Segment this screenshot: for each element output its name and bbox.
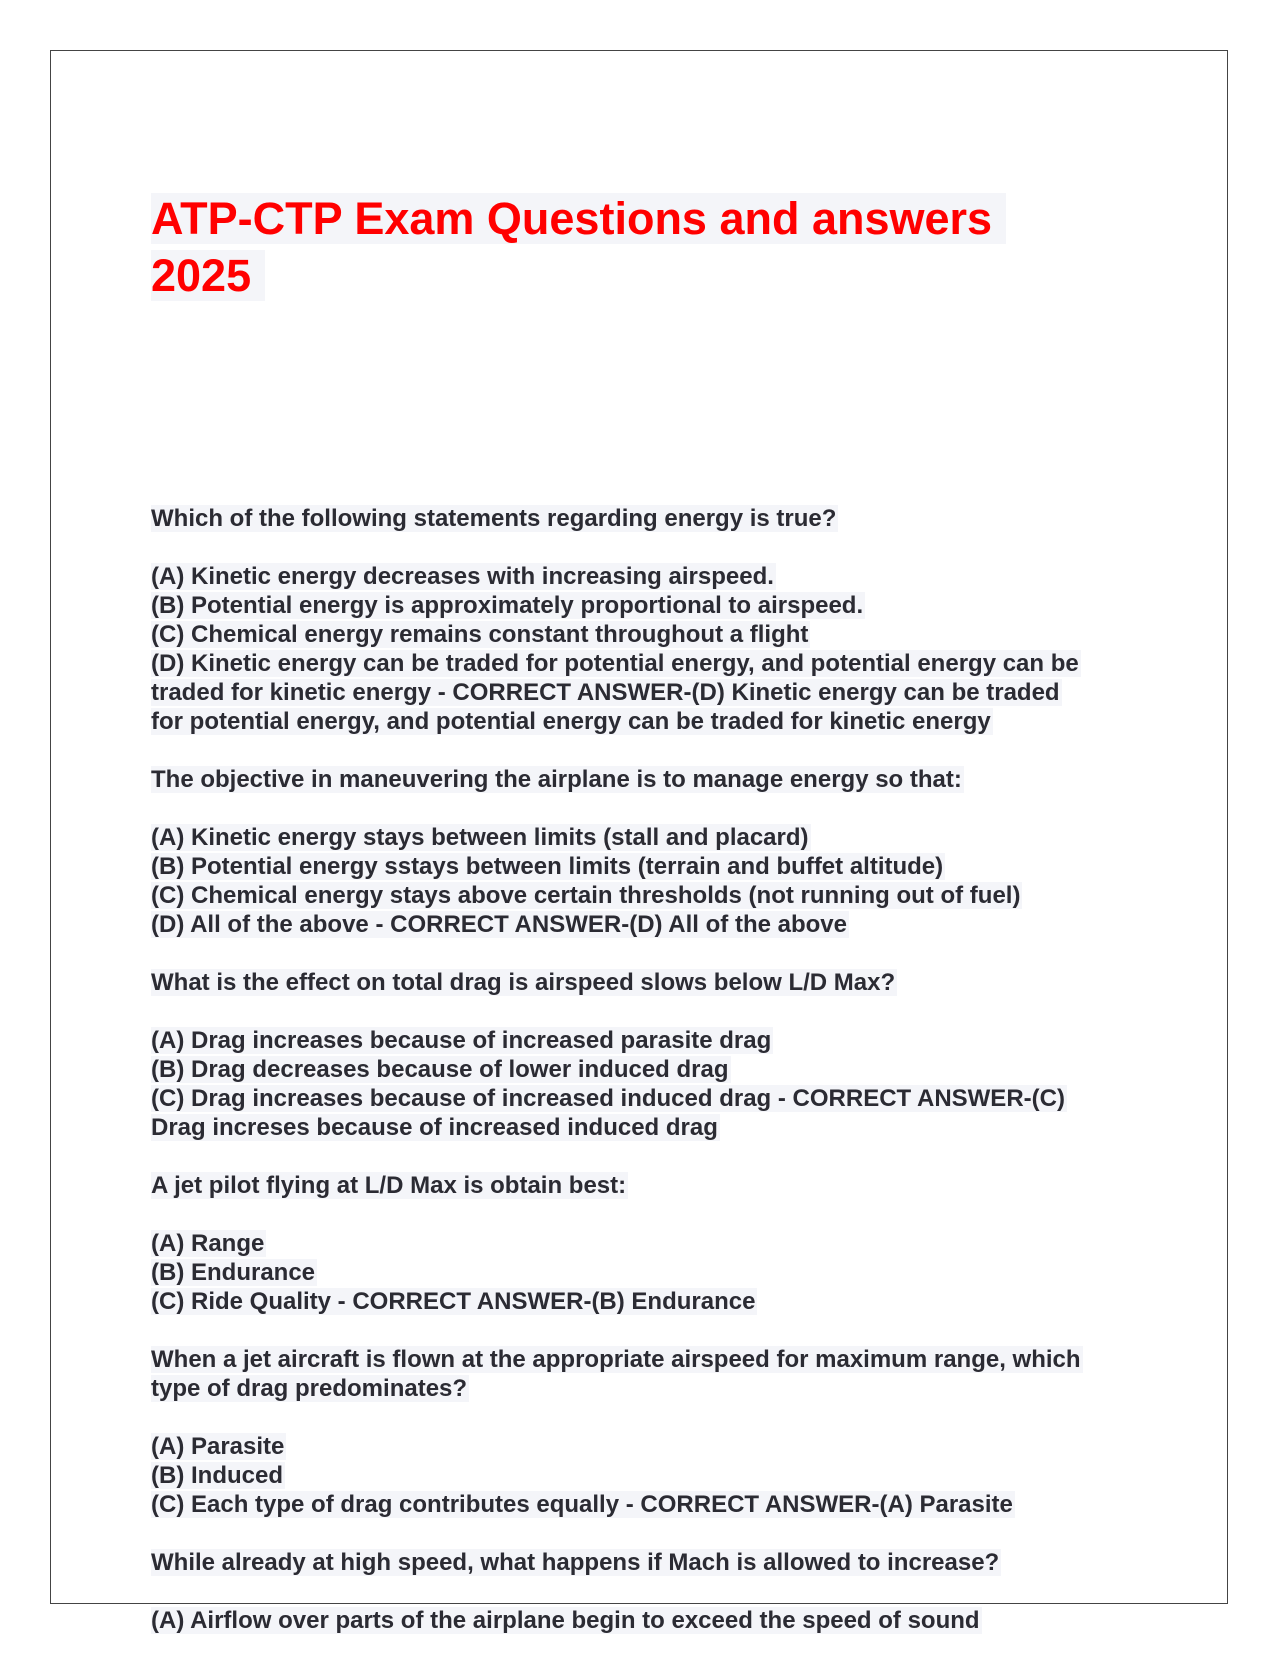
answer-option-text: (A) Range — [151, 1230, 265, 1257]
answer-option — [151, 1461, 1111, 1490]
question-text — [151, 1171, 1111, 1200]
document-content — [151, 190, 1111, 1656]
answer-option-text: (D) All of the above - CORRECT ANSWER-(D) All of the above — [151, 911, 847, 938]
question-block — [151, 1171, 1111, 1316]
answer-option-text: for potential energy, and potential energy can be traded for kinetic energy — [151, 708, 991, 735]
answer-option — [151, 1113, 1111, 1142]
question-text-run: The objective in maneuvering the airplane is to manage energy so that: — [151, 766, 962, 793]
answer-option-text: (A) Drag increases because of increased parasite drag — [151, 1027, 772, 1054]
answer-option — [151, 1258, 1111, 1287]
spacer — [151, 794, 1111, 823]
spacer — [151, 1577, 1111, 1606]
answer-option-text: traded for kinetic energy - CORRECT ANSWER-(D) Kinetic energy can be traded — [151, 679, 1060, 706]
answer-option-text: (B) Drag decreases because of lower induced drag — [151, 1056, 729, 1083]
spacer — [151, 1200, 1111, 1229]
spacer — [151, 533, 1111, 562]
answer-option-text: (C) Chemical energy remains constant throughout a flight — [151, 621, 809, 648]
answer-option-text: (B) Induced — [151, 1462, 283, 1489]
question-text-run: type of drag predominates? — [151, 1375, 468, 1402]
answer-option-text: (C) Each type of drag contributes equally - CORRECT ANSWER-(A) Parasite — [151, 1491, 1013, 1518]
answer-option-text: (D) Kinetic energy can be traded for potential energy, and potential energy can be — [151, 650, 1079, 677]
question-text — [151, 1548, 1111, 1577]
question-block — [151, 1345, 1111, 1519]
answer-option-text: (C) Drag increases because of increased induced drag - CORRECT ANSWER-(C) — [151, 1085, 1065, 1112]
question-text — [151, 968, 1111, 997]
question-text — [151, 1345, 1111, 1374]
question-text — [151, 504, 1111, 533]
answer-option-text: (A) Kinetic energy decreases with increasing airspeed. — [151, 563, 774, 590]
answer-option — [151, 1229, 1111, 1258]
question-text-run: A jet pilot flying at L/D Max is obtain best: — [151, 1172, 627, 1199]
answer-option — [151, 649, 1111, 678]
question-text-run: What is the effect on total drag is airspeed slows below L/D Max? — [151, 969, 896, 996]
answer-option — [151, 1026, 1111, 1055]
title-line: 2025 — [151, 250, 265, 301]
document-title — [151, 190, 1111, 304]
answer-option — [151, 910, 1111, 939]
answer-option — [151, 1055, 1111, 1084]
answer-option — [151, 678, 1111, 707]
question-list — [151, 504, 1111, 1635]
answer-option — [151, 852, 1111, 881]
spacer — [151, 1403, 1111, 1432]
spacer — [151, 997, 1111, 1026]
answer-option-text: (B) Endurance — [151, 1259, 316, 1286]
answer-option — [151, 881, 1111, 910]
question-block — [151, 504, 1111, 736]
answer-option — [151, 707, 1111, 736]
answer-option-text: (C) Ride Quality - CORRECT ANSWER-(B) Endurance — [151, 1288, 756, 1315]
answer-option — [151, 1490, 1111, 1519]
question-text-run: While already at high speed, what happens if Mach is allowed to increase? — [151, 1549, 1000, 1576]
answer-option — [151, 823, 1111, 852]
question-text-run: When a jet aircraft is flown at the appropriate airspeed for maximum range, which — [151, 1346, 1081, 1373]
question-text — [151, 1374, 1111, 1403]
answer-option-text: (B) Potential energy sstays between limits (terrain and buffet altitude) — [151, 853, 944, 880]
question-text-run: Which of the following statements regarding energy is true? — [151, 505, 837, 532]
answer-option — [151, 1287, 1111, 1316]
answer-option — [151, 620, 1111, 649]
answer-option — [151, 1606, 1111, 1635]
answer-option — [151, 1084, 1111, 1113]
answer-option-text: (B) Potential energy is approximately proportional to airspeed. — [151, 592, 864, 619]
question-block — [151, 765, 1111, 939]
answer-option — [151, 562, 1111, 591]
answer-option-text: Drag increses because of increased induced drag — [151, 1114, 718, 1141]
answer-option-text: (A) Parasite — [151, 1433, 285, 1460]
answer-option — [151, 591, 1111, 620]
answer-option — [151, 1432, 1111, 1461]
answer-option-text: (A) Kinetic energy stays between limits (stall and placard) — [151, 824, 809, 851]
question-text — [151, 765, 1111, 794]
answer-option-text: (C) Chemical energy stays above certain thresholds (not running out of fuel) — [151, 882, 1021, 909]
question-block — [151, 1548, 1111, 1635]
title-line: ATP-CTP Exam Questions and answers — [151, 193, 1006, 244]
answer-option-text: (A) Airflow over parts of the airplane begin to exceed the speed of sound — [151, 1607, 980, 1634]
question-block — [151, 968, 1111, 1142]
